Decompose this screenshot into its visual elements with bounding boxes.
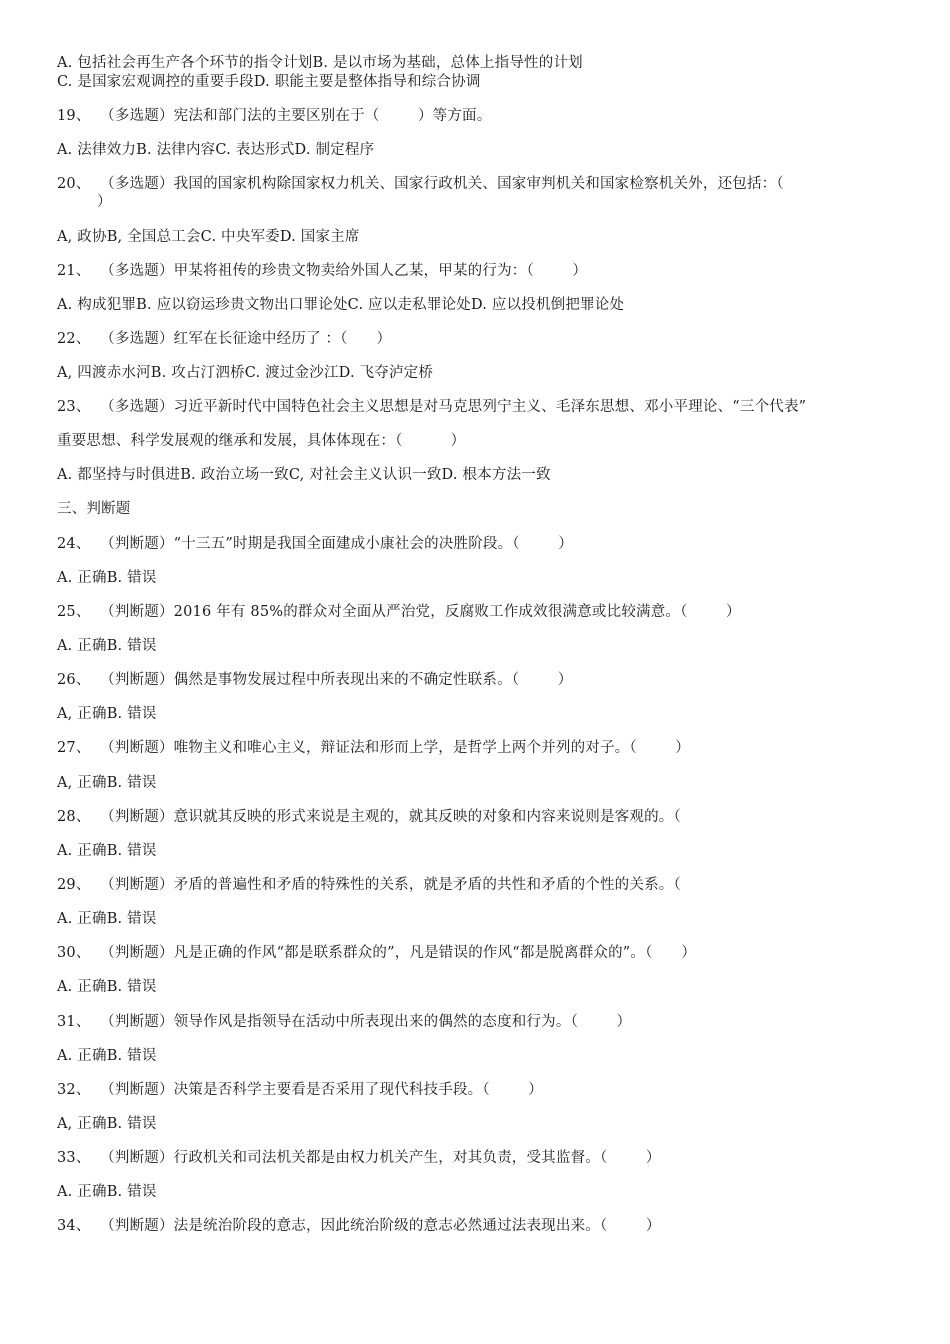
question-19: 19、 （多选题）宪法和部门法的主要区别在于（ ）等方面。 [57,108,492,124]
section-heading: 三、判断题 [57,501,131,517]
question-24: 24、 （判断题）“十三五”时期是我国全面建成小康社会的决胜阶段。（ ） [57,536,573,552]
options-30: A. 正确B. 错误 [57,979,157,995]
options-21: A. 构成犯罪B. 应以窃运珍贵文物出口罪论处C. 应以走私罪论处D. 应以投机倒把罪论处 [57,297,625,313]
options-33: A. 正确B. 错误 [57,1184,157,1200]
question-32: 32、 （判断题）决策是否科学主要看是否采用了现代科技手段。（ ） [57,1082,543,1098]
question-23-continuation: 重要思想、科学发展观的继承和发展，具体体现在：（ ） [57,433,466,449]
question-29: 29、 （判断题）矛盾的普遍性和矛盾的特殊性的关系，就是矛盾的共性和矛盾的个性的关系。（ [57,877,681,893]
question-27: 27、 （判断题）唯物主义和唯心主义，辩证法和形而上学，是哲学上两个并列的对子。（ ） [57,740,690,756]
question-20-continuation: ） [97,194,112,210]
question-21: 21、 （多选题）甲某将祖传的珍贵文物卖给外国人乙某，甲某的行为：（ ） [57,263,588,279]
options-23: A. 都坚持与时俱进B. 政治立场一致C, 对社会主义认识一致D. 根本方法一致 [57,467,551,483]
question-23: 23、 （多选题）习近平新时代中国特色社会主义思想是对马克思列宁主义、毛泽东思想、邓小平理论、“三个代表” [57,399,807,415]
options-29: A. 正确B. 错误 [57,911,157,927]
question-20: 20、 （多选题）我国的国家机构除国家权力机关、国家行政机关、国家审判机关和国家检察机关外，还包括：（ [57,176,784,192]
question-22: 22、 （多选题）红军在长征途中经历了 ：（ ） [57,331,392,347]
question-31: 31、 （判断题）领导作风是指领导在活动中所表现出来的偶然的态度和行为。（ ） [57,1014,632,1030]
question-30: 30、 （判断题）凡是正确的作风“都是联系群众的”，凡是错误的作风“都是脱离群众的”。（ ） [57,945,697,961]
option-line: A. 包括社会再生产各个环节的指令计划B. 是以市场为基础，总体上指导性的计划 [57,55,583,71]
question-25: 25、 （判断题）2016 年有 85%的群众对全面从严治党，反腐败工作成效很满意或比较满意。（ ） [57,604,741,620]
options-19: A. 法律效力B. 法律内容C. 表达形式D. 制定程序 [57,142,375,158]
options-25: A. 正确B. 错误 [57,638,157,654]
options-31: A. 正确B. 错误 [57,1048,157,1064]
question-26: 26、 （判断题）偶然是事物发展过程中所表现出来的不确定性联系。（ ） [57,672,573,688]
options-24: A. 正确B. 错误 [57,570,157,586]
options-22: A, 四渡赤水河B. 攻占汀泗桥C. 渡过金沙江D. 飞夺泸定桥 [57,365,434,381]
question-28: 28、 （判断题）意识就其反映的形式来说是主观的，就其反映的对象和内容来说则是客观的。（ [57,809,681,825]
options-27: A, 正确B. 错误 [57,775,157,791]
question-34: 34、 （判断题）法是统治阶段的意志，因此统治阶级的意志必然通过法表现出来。（ ） [57,1218,661,1234]
options-28: A. 正确B. 错误 [57,843,157,859]
options-20: A, 政协B, 全国总工会C. 中央军委D. 国家主席 [57,229,360,245]
question-33: 33、 （判断题）行政机关和司法机关都是由权力机关产生，对其负责，受其监督。（ ） [57,1150,661,1166]
options-26: A, 正确B. 错误 [57,706,157,722]
options-32: A, 正确B. 错误 [57,1116,157,1132]
option-line: C. 是国家宏观调控的重要手段D. 职能主要是整体指导和综合协调 [57,74,481,90]
